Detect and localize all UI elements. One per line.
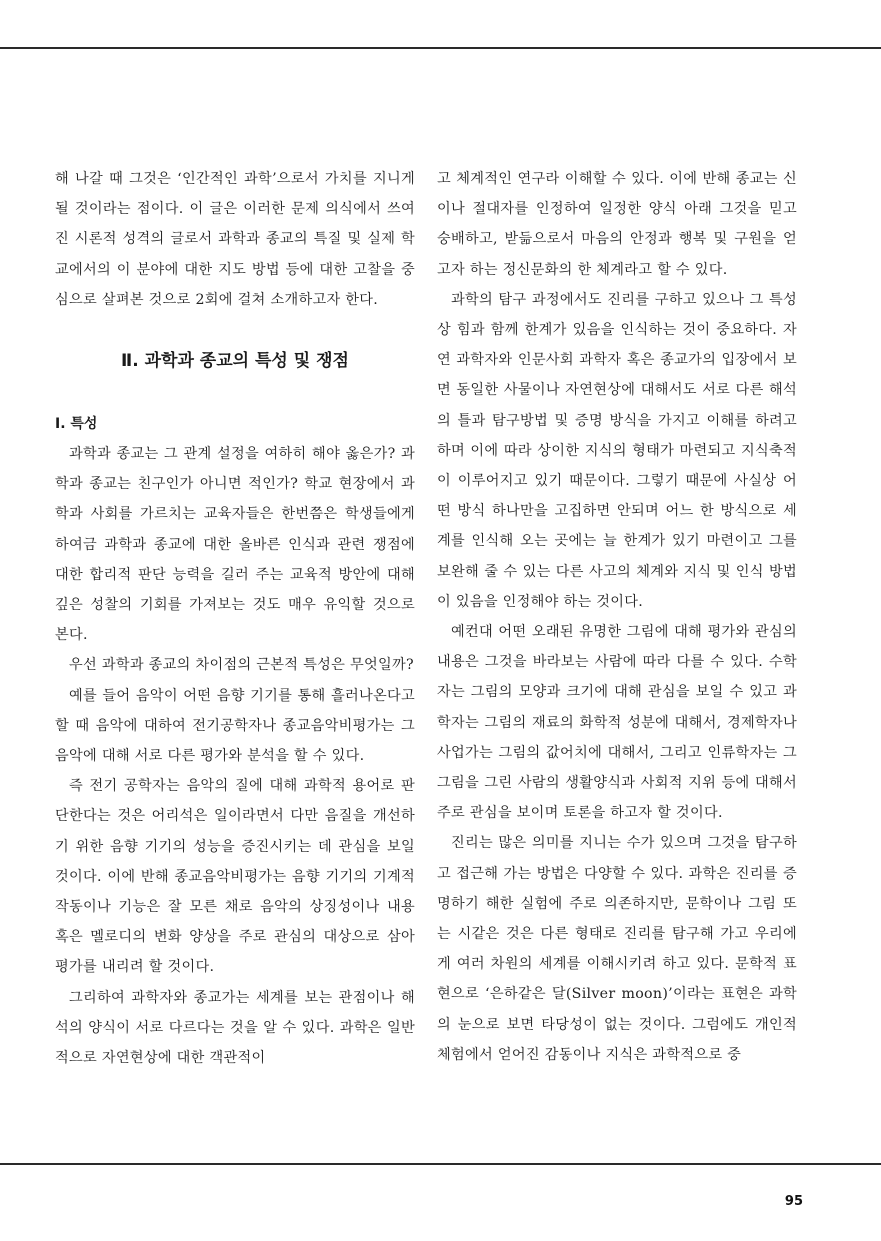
subsection-title: Ⅰ. 특성 [55,416,98,433]
body-paragraph: 예를 들어 음악이 어떤 음향 기기를 통해 흘러나온다고 할 때 음악에 대하여 전기공학자나 종교음악비평가는 그 음악에 대해 서로 다른 평가와 분석을 할 수 있다. [55,687,415,765]
page-number: 95 [784,1194,803,1209]
body-paragraph: 즉 전기 공학자는 음악의 질에 대해 과학적 용어로 판단한다는 것은 어리석은 일이라면서 다만 음질을 개선하기 위한 음향 기기의 성능을 증진시키는 데 관심을 보일 것이다. 이에 반해 종교음악비평가는 음향 기기의 기계적 작동이나 기능은 잘 모른 채로 음악의 상징성이나 내용 혹은 멜로디의 변화 양상을 주로 관심의 대상으로 삼아 평가를 내리려 할 것이다. [55,778,415,976]
body-paragraph: 고 체계적인 연구라 이해할 수 있다. 이에 반해 종교는 신이나 절대자를 인정하여 일정한 양식 아래 그것을 믿고 숭배하고, 받듦으로서 마음의 안정과 행복 및 구원을 얻고자 하는 정신문화의 한 체계라고 할 수 있다. [437,171,797,278]
body-paragraph: 진리는 많은 의미를 지니는 수가 있으며 그것을 탐구하고 접근해 가는 방법은 다양할 수 있다. 과학은 진리를 증명하기 해한 실험에 주로 의존하지만, 문학이나 그림 또는 시같은 것은 다른 형태로 진리를 탐구해 가고 우리에게 여러 차원의 세계를 이해시키려 하고 있다. 문학적 표현으로 ‘은하같은 달(Silver moon)’이라는 표현은 과학의 눈으로 보면 타당성이 없는 것이다. 그럼에도 개인적 체험에서 얻어진 감동이나 지식은 과학적으로 중 [437,835,797,1063]
body-paragraph: 과학의 탐구 과정에서도 진리를 구하고 있으나 그 특성상 힘과 함께 한계가 있음을 인식하는 것이 중요하다. 자연 과학자와 인문사회 과학자 혹은 종교가의 입장에서 보면 동일한 사물이나 자연현상에 대해서도 서로 다른 해석의 틀과 탐구방법 및 증명 방식을 가지고 이해를 하려고 하며 이에 따라 상이한 지식의 형태가 마련되고 지식축적이 이루어지고 있기 때문이다. 그렇기 때문에 사실상 어떤 방식 하나만을 고집하면 안되며 어느 한 방식으로 세계를 인식해 오는 곳에는 늘 한계가 있기 마련이고 그를 보완해 줄 수 있는 다른 사고의 체계와 지식 및 인식 방법이 있음을 인정해야 하는 것이다. [437,291,797,610]
bottom-rule [0,1163,881,1165]
body-paragraph: 예컨대 어떤 오래된 유명한 그림에 대해 평가와 관심의 내용은 그것을 바라보는 사람에 따라 다를 수 있다. 수학자는 그림의 모양과 크기에 대해 관심을 보일 수 있고 과학자는 그림의 재료의 화학적 성분에 대해서, 경제학자나 사업가는 그림의 값어치에 대해서, 그리고 인류학자는 그 그림을 그린 사람의 생활양식과 사회적 지위 등에 대해서 주로 관심을 보이며 토론을 하고자 할 것이다. [437,624,797,822]
section-title: Ⅱ. 과학과 종교의 특성 및 쟁점 [121,351,349,372]
body-paragraph: 그리하여 과학자와 종교가는 세계를 보는 관점이나 해석의 양식이 서로 다르다는 것을 알 수 있다. 과학은 일반적으로 자연현상에 대한 객관적이 [55,989,415,1067]
body-paragraph: 우선 과학과 종교의 차이점의 근본적 특성은 무엇일까? [69,657,414,674]
body-paragraph: 과학과 종교는 그 관계 설정을 여하히 해야 옳은가? 과학과 종교는 친구인가 아니면 적인가? 학교 현장에서 과학과 사회를 가르치는 교육자들은 한번쯤은 학생들에게 하여금 과학과 종교에 대한 올바른 인식과 관련 쟁점에 대한 합리적 판단 능력을 길러 주는 교육적 방안에 대해 깊은 성찰의 기회를 가져보는 것도 매우 유익할 것으로 본다. [55,446,415,644]
intro-paragraph: 해 나갈 때 그것은 ‘인간적인 과학’으로서 가치를 지니게 될 것이라는 점이다. 이 글은 이러한 문제 의식에서 쓰여진 시론적 성격의 글로서 과학과 종교의 특질 및 실제 학교에서의 이 분야에 대한 지도 방법 등에 대한 고찰을 중심으로 살펴본 것으로 2회에 걸쳐 소개하고자 한다. [55,171,415,308]
left-column [55,164,415,1073]
right-column [437,164,797,1070]
top-rule [0,47,881,49]
